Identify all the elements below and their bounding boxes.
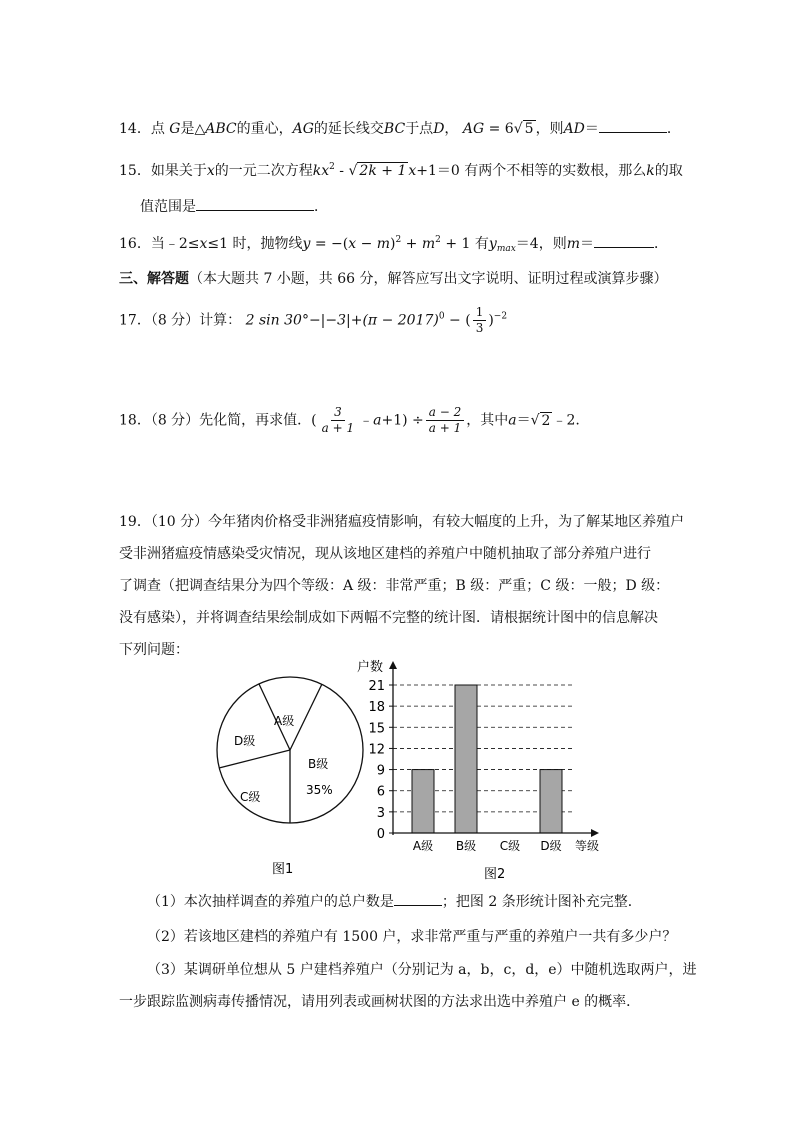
pie-label-d: D级 (234, 734, 256, 748)
answer-blank-14[interactable] (599, 118, 667, 133)
section-3-header (119, 268, 668, 288)
question-16: 16．当﹣2≤x≤1 时，抛物线$y = -(x - m)^2 + m^2 + 1$ 有$y_{max}=4$，则m＝ ． (119, 235, 668, 254)
x-category-label: D级 (540, 839, 562, 853)
question-19-line-2: 受非洲猪瘟疫情感染受灾情况，现从该地区建档的养殖户中随机抽取了部分养殖户进行 (119, 546, 651, 562)
y-tick-label: 6 (376, 784, 385, 800)
y-tick-label: 12 (368, 742, 385, 758)
question-19-sub-3-line-1: （3）某调研单位想从 5 户建档养殖户（分别记为 a，b，c，d，e）中随机选取两户，进 (147, 962, 697, 978)
x-axis-arrow (591, 829, 599, 837)
answer-blank-19-1[interactable] (394, 891, 442, 906)
x-category-label: A级 (412, 839, 434, 853)
bar-1 (412, 770, 434, 833)
answer-blank-15[interactable] (196, 196, 314, 211)
y-tick-label: 21 (368, 679, 385, 694)
question-19-line-3: 了调查（把调查结果分为四个等级：A 级：非常严重；B 级：严重；C 级：一般；D 级： (119, 578, 670, 594)
bar-chart-figure-2 (353, 655, 633, 880)
question-19-sub-1: （1）本次抽样调查的养殖户的总户数是 ；把图 2 条形统计图补充完整． (147, 891, 642, 911)
y-axis-arrow (389, 661, 397, 669)
y-axis-label: 户数 (357, 660, 384, 675)
bar-4 (540, 770, 562, 833)
section-3-desc: （本大题共 7 小题，共 66 分，解答应写出文字说明、证明过程或演算步骤） (189, 271, 668, 287)
pie-pct-b: 35% (306, 783, 333, 797)
question-19-sub-3-line-2: 一步跟踪监测病毒传播情况，请用列表或画树状图的方法求出选中养殖户 e 的概率． (119, 994, 641, 1010)
question-15: 15．如果关于x的一元二次方程$kx^2$ - √ 2k + 1 x+1＝0 有两个不相等的实数根，那么k的取 (119, 162, 683, 179)
fraction-one-third: $\frac{1}{3}$ (473, 305, 487, 336)
question-14: 14．点 G是△ABC的重心，AG的延长线交BC于点D， AG = 6√ 5 ，则AD＝ ． (119, 118, 681, 138)
y-tick-label: 18 (368, 700, 385, 716)
y-tick-label: 9 (376, 763, 385, 779)
fraction-a-minus-2-over-a-plus-1: $\frac{a - 2}{a + 1}$ (426, 405, 464, 436)
y-tick-label: 15 (368, 721, 385, 737)
question-17: 17．（8 分）计算： 2 $\sin 30^\circ-|-3|+(\pi - 2017)^0$ − ( $\frac{1}{3}$ )$^{-2}$ (119, 305, 508, 335)
y-tick-label: 3 (376, 805, 385, 821)
question-19-line-1: 19．（10 分）今年猪肉价格受非洲猪瘟疫情影响，有较大幅度的上升，为了解某地区养殖户 (119, 514, 685, 530)
bar-2 (455, 685, 477, 833)
answer-blank-16[interactable] (594, 233, 654, 248)
bar-caption: 图2 (484, 867, 506, 880)
question-15-line-2: 值范围是 ． (140, 196, 328, 216)
y-tick-label: 0 (376, 827, 385, 842)
question-18: 18．（8 分）先化简，再求值．( $\frac{3}{a + 1}$ ﹣a+1) ÷ $\frac{a - 2}{a + 1}$ ，其中a＝√ 2 ﹣2. (119, 405, 580, 435)
question-19-sub-2: （2）若该地区建档的养殖户有 1500 户，求非常严重与严重的养殖户一共有多少户？ (147, 929, 677, 945)
pie-label-c: C级 (240, 790, 261, 804)
question-19-line-4: 没有感染），并将调查结果绘制成如下两幅不完整的统计图．请根据统计图中的信息解决 (119, 610, 658, 626)
pie-label-b: B级 (308, 757, 329, 771)
fraction-3-over-a-plus-1: $\frac{3}{a + 1}$ (321, 405, 355, 435)
question-19-line-5: 下列问题： (119, 642, 189, 658)
x-category-label: B级 (455, 839, 477, 853)
x-category-label: C级 (499, 839, 521, 853)
pie-caption: 图1 (272, 862, 294, 875)
pie-label-a: A级 (274, 714, 295, 728)
x-axis-label: 等级 (575, 839, 600, 853)
section-3-title: 三、解答题 (119, 271, 189, 287)
